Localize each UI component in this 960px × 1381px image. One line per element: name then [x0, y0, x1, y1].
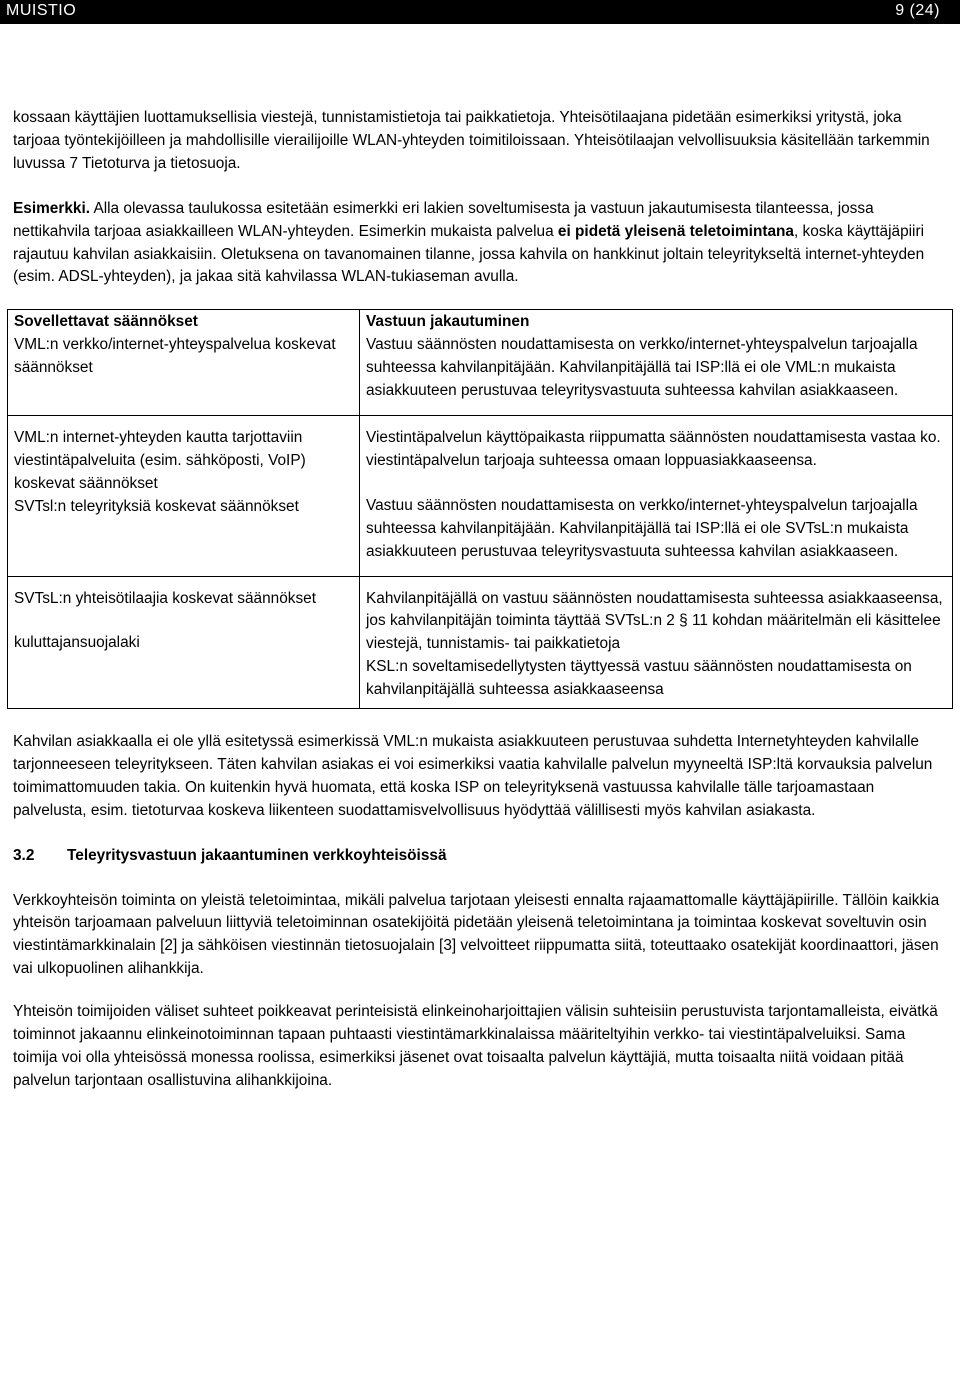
table-cell-left [8, 576, 360, 709]
example-label: Esimerkki. [13, 199, 91, 217]
table-row [8, 310, 953, 416]
table-row [8, 576, 953, 709]
table-cell-text: Viestintäpalvelun käyttöpaikasta riippumatta säännösten noudattamisesta vastaa ko. viestintäpalvelun tarjoaja suhteessa omaan loppuasiakkaaseensa. [366, 428, 941, 469]
page-number: 9 (24) [895, 2, 940, 19]
table-cell-text: KSL:n soveltamisedellytysten täyttyessä vastuu säännösten noudattamisesta on kahvilanpitäjällä suhteessa asiakkaaseensa [366, 658, 912, 699]
table-cell-text: Vastuu säännösten noudattamisesta on verkko/internet-yhteyspalvelun tarjoajalla suhteessa kahvilanpitäjään. Kahvilanpitäjällä tai ISP:llä ei ole VML:n mukaista asiakkuuteen perustuvaa teleyritysvastuuta suhteessa kahvilan asiakkaaseen. [366, 336, 918, 400]
document-title: MUISTIO [6, 2, 77, 19]
table-cell-text: kuluttajansuojalaki [14, 634, 140, 652]
rules-table [7, 309, 953, 709]
table-header-right: Vastuun jakautuminen [366, 313, 530, 331]
table-cell-text: SVTsL:n yhteisötilaajia koskevat säännökset [14, 589, 316, 607]
table-cell-right [360, 576, 953, 709]
section-number: 3.2 [13, 846, 35, 864]
table-header-left: Sovellettavat säännökset [14, 313, 198, 331]
table-cell-left [8, 415, 360, 576]
after-table-paragraph: Kahvilan asiakkaalla ei ole yllä esitetyssä esimerkissä VML:n mukaista asiakkuuteen perustuvaa suhdetta Internetyhteyden kahvilalle tarjonneeseen teleyritykseen. Täten kahvilan asiakas ei voi esimerkiksi vaatia kahvilalle palvelun myyneeltä ISP:ltä korvauksia palvelun toimimattomuuden takia. On kuitenkin hyvä huomata, että koska ISP on teleyrityksenä vastuussa kahvilalle tälle tarjoamastaan palvelusta, esim. tietoturvaa koskeva liikenteen suodattamisvelvollisuus hyödyttää välillisesti myös kahvilan asiakasta. [13, 733, 933, 819]
example-bold-phrase: ei pidetä yleisenä teletoimintana [557, 222, 794, 240]
table-cell-right [360, 310, 953, 416]
example-text-a: Alla olevassa taulukossa esitetään esimerkki eri lakien soveltumisesta ja vastuun jakautumisesta tilanteessa, jossa nettikahvila tarjoaa asiakkailleen WLAN-yhteyden. Esimerkin mukaista palvelua [13, 199, 874, 240]
table-cell-text: Vastuu säännösten noudattamisesta on verkko/internet-yhteyspalvelun tarjoajalla suhteessa kahvilanpitäjään. Kahvilanpitäjällä tai ISP:llä ei ole SVTsL:n mukaista asiakkuuteen perustuvaa teleyritysvastuuta suhteessa kahvilan asiakkaaseen. [366, 496, 918, 560]
example-text-b: , koska käyttäjäpiiri rajautuu kahvilan asiakkaisiin. Oletuksena on tavanomainen tilanne, jossa kahvila on hankkinut joltain teleyritykseltä internet-yhteyden (esim. ADSL-yhteyden), ja jakaa sitä kahvilassa WLAN-tukiaseman avulla. [13, 222, 925, 286]
section-heading [13, 845, 948, 868]
table-cell-text: Kahvilanpitäjällä on vastuu säännösten noudattamisesta suhteessa asiakkaaseensa, jos kahvilanpitäjän toiminta täyttää SVTsL:n 2 § 11 kohdan määritelmän eli käsittelee viestejä, tunnistamis- tai paikkatietoja [366, 589, 943, 653]
table-cell-text: SVTsl:n teleyrityksiä koskevat säännökset [14, 497, 299, 515]
intro-paragraph: kossaan käyttäjien luottamuksellisia viestejä, tunnistamistietoja tai paikkatietoja. Yhteisötilaajana pidetään esimerkiksi yritystä, joka tarjoaa työntekijöilleen ja mahdollisille vierailijoille WLAN-yhteyden toimitiloissaan. Yhteisötilaajan velvollisuuksia käsitellään tarkemmin luvussa 7 Tietoturva ja tietosuoja. [13, 109, 930, 172]
table-cell-right [360, 415, 953, 576]
document-header [0, 0, 960, 24]
section-paragraph: Yhteisön toimijoiden väliset suhteet poikkeavat perinteisistä elinkeinoharjoittajien välisin suhteisiin perustuvista tarjontamalleista, eivätkä toiminnot jakaannu elinkeinotoiminnan tapaan puhtaasti viestintämarkkinalaissa määriteltyihin verkko- tai viestintäpalveluiksi. Sama toimija voi olla yhteisössä monessa roolissa, esimerkiksi jäsenet ovat toisaalta palvelun käyttäjiä, mutta toisaalta niitä voidaan pitää palvelun tarjontaan osallistuvina alihankkijoina. [13, 1003, 938, 1089]
section-title: Teleyritysvastuun jakaantuminen verkkoyhteisöissä [67, 846, 447, 864]
table-row [8, 415, 953, 576]
table-cell-text: VML:n internet-yhteyden kautta tarjottaviin viestintäpalveluita (esim. sähköposti, VoIP) koskevat säännökset [14, 428, 306, 492]
example-paragraph [13, 198, 948, 290]
table-cell-text: VML:n verkko/internet-yhteyspalvelua koskevat säännökset [14, 336, 336, 377]
section-paragraph: Verkkoyhteisön toiminta on yleistä teletoimintaa, mikäli palvelua tarjotaan yleisesti ennalta rajaamattomalle käyttäjäpiirille. Tällöin kaikkia yhteisön tarjoamaan palveluun liittyviä teletoiminnan osatekijöitä pidetään yleisenä teletoimintana ja toimintaa koskevat soveltuvin osin viestintämarkkinalain [2] ja sähköisen viestinnän tietosuojalain [3] velvoitteet riippumatta siitä, toteuttaako osatekijät koordinaattori, jäsen vai ulkopuolinen alihankkija. [13, 891, 940, 978]
table-cell-left [8, 310, 360, 416]
document-body [13, 107, 948, 1093]
